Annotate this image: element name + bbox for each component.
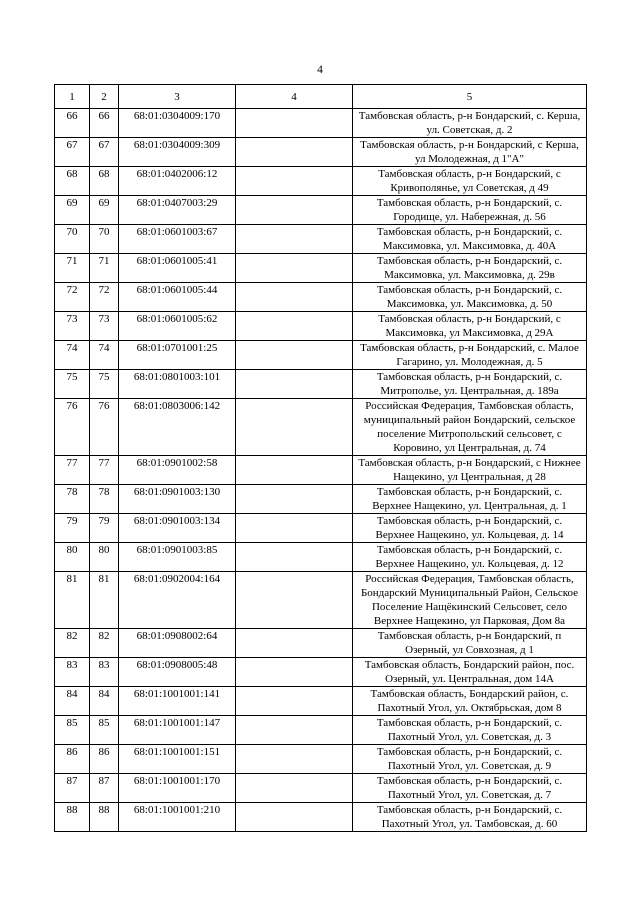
address-line: Тамбовская область, р-н Бондарский, с. (376, 284, 563, 296)
item-number-cell: 80 (90, 543, 119, 572)
cadastral-number-cell: 68:01:0601005:62 (119, 312, 236, 341)
row-number-cell: 68 (55, 167, 90, 196)
table-row (55, 138, 587, 167)
item-number-cell: 79 (90, 514, 119, 543)
row-number-cell: 85 (55, 716, 90, 745)
item-number-cell: 76 (90, 399, 119, 456)
address-cell (353, 774, 587, 803)
address-line: Тамбовская область, р-н Бондарский, с. (376, 746, 563, 758)
address-line: Верхнее Нащекино, ул Парковая, Дом 8а (373, 615, 566, 627)
cadastral-number-cell: 68:01:0908002:64 (119, 629, 236, 658)
table-row (55, 485, 587, 514)
cadastral-number-cell: 68:01:1001001:210 (119, 803, 236, 832)
address-cell (353, 687, 587, 716)
table-row (55, 225, 587, 254)
row-number-cell: 72 (55, 283, 90, 312)
empty-cell (236, 629, 353, 658)
item-number-cell: 83 (90, 658, 119, 687)
address-line: Пахотный Угол, ул. Советская, д. 7 (387, 789, 552, 801)
cadastral-number-cell: 68:01:1001001:147 (119, 716, 236, 745)
address-line: Пахотный Угол, ул. Тамбовская, д. 60 (381, 818, 558, 830)
address-cell (353, 109, 587, 138)
address-cell (353, 716, 587, 745)
empty-cell (236, 370, 353, 399)
empty-cell (236, 774, 353, 803)
item-number-cell: 70 (90, 225, 119, 254)
empty-cell (236, 341, 353, 370)
address-cell (353, 167, 587, 196)
empty-cell (236, 456, 353, 485)
address-line: Коровино, ул Центральная, д. 74 (393, 442, 546, 454)
address-line: Тамбовская область, р-н Бондарский, с Нижнее (358, 457, 581, 469)
cadastral-number-cell: 68:01:0803006:142 (119, 399, 236, 456)
empty-cell (236, 254, 353, 283)
address-cell (353, 225, 587, 254)
address-cell (353, 370, 587, 399)
item-number-cell: 82 (90, 629, 119, 658)
address-line: Пахотный Угол, ул. Советская, д. 3 (387, 731, 552, 743)
table-row (55, 341, 587, 370)
cadastral-number-cell: 68:01:1001001:170 (119, 774, 236, 803)
item-number-cell: 73 (90, 312, 119, 341)
cadastral-number-cell: 68:01:0901003:85 (119, 543, 236, 572)
empty-cell (236, 312, 353, 341)
table-row (55, 803, 587, 832)
row-number-cell: 77 (55, 456, 90, 485)
cadastral-number-cell: 68:01:0901003:134 (119, 514, 236, 543)
address-cell (353, 138, 587, 167)
row-number-cell: 74 (55, 341, 90, 370)
table-row (55, 254, 587, 283)
address-line: Тамбовская область, р-н Бондарский, с. Малое (360, 342, 579, 354)
table-row (55, 774, 587, 803)
table-row (55, 543, 587, 572)
address-cell (353, 283, 587, 312)
row-number-cell: 69 (55, 196, 90, 225)
address-line: Верхнее Нащекино, ул. Центральная, д. 1 (372, 500, 567, 512)
empty-cell (236, 543, 353, 572)
row-number-cell: 82 (55, 629, 90, 658)
item-number-cell: 81 (90, 572, 119, 629)
cadastral-number-cell: 68:01:0601005:44 (119, 283, 236, 312)
address-line: Пахотный Угол, ул. Советская, д. 9 (387, 760, 552, 772)
table-row (55, 456, 587, 485)
address-cell (353, 629, 587, 658)
address-cell (353, 658, 587, 687)
row-number-cell: 80 (55, 543, 90, 572)
cadastral-number-cell: 68:01:0402006:12 (119, 167, 236, 196)
table-row (55, 167, 587, 196)
empty-cell (236, 572, 353, 629)
address-line: Верхнее Нащекино, ул. Кольцевая, д. 14 (375, 529, 564, 541)
table-row (55, 109, 587, 138)
column-header: 4 (236, 85, 353, 109)
item-number-cell: 88 (90, 803, 119, 832)
empty-cell (236, 167, 353, 196)
address-cell (353, 543, 587, 572)
empty-cell (236, 745, 353, 774)
address-line: Тамбовская область, р-н Бондарский, с. (376, 544, 563, 556)
table-row (55, 572, 587, 629)
cadastral-number-cell: 68:01:0701001:25 (119, 341, 236, 370)
empty-cell (236, 514, 353, 543)
address-line: Тамбовская область, р-н Бондарский, с. (376, 804, 563, 816)
property-table (54, 84, 587, 832)
row-number-cell: 70 (55, 225, 90, 254)
table-row (55, 745, 587, 774)
item-number-cell: 86 (90, 745, 119, 774)
address-line: Тамбовская область, р-н Бондарский, с. (376, 197, 563, 209)
address-line: Озерный, ул Совхозная, д 1 (405, 644, 534, 656)
address-line: Тамбовская область, р-н Бондарский, с. Керша, (358, 110, 581, 122)
address-line: Тамбовская область, Бондарский район, пос. (364, 659, 575, 671)
table-row (55, 658, 587, 687)
cadastral-number-cell: 68:01:1001001:151 (119, 745, 236, 774)
address-line: Пахотный Угол, ул. Октябрьская, дом 8 (377, 702, 562, 714)
row-number-cell: 71 (55, 254, 90, 283)
cadastral-number-cell: 68:01:0801003:101 (119, 370, 236, 399)
address-line: Тамбовская область, р-н Бондарский, с. (376, 775, 563, 787)
item-number-cell: 78 (90, 485, 119, 514)
item-number-cell: 87 (90, 774, 119, 803)
table-row (55, 629, 587, 658)
address-line: Тамбовская область, р-н Бондарский, с. (376, 717, 563, 729)
address-line: Тамбовская область, Бондарский район, с. (370, 688, 569, 700)
empty-cell (236, 687, 353, 716)
empty-cell (236, 196, 353, 225)
address-line: Кривополянье, ул Советская, д 49 (390, 182, 549, 194)
address-cell (353, 572, 587, 629)
address-line: Озерный, ул. Центральная, дом 14А (385, 673, 554, 685)
table-row (55, 312, 587, 341)
table-row (55, 687, 587, 716)
empty-cell (236, 399, 353, 456)
empty-cell (236, 283, 353, 312)
row-number-cell: 79 (55, 514, 90, 543)
row-number-cell: 83 (55, 658, 90, 687)
column-header: 3 (119, 85, 236, 109)
address-line: ул Молодежная, д 1"А" (415, 153, 524, 165)
row-number-cell: 67 (55, 138, 90, 167)
address-line: ул. Советская, д. 2 (426, 124, 513, 136)
address-line: Тамбовская область, р-н Бондарский, с (378, 313, 561, 325)
item-number-cell: 84 (90, 687, 119, 716)
row-number-cell: 81 (55, 572, 90, 629)
row-number-cell: 78 (55, 485, 90, 514)
address-line: Максимовка, ул Максимовка, д 29А (385, 327, 554, 339)
address-cell (353, 341, 587, 370)
table-body (55, 109, 587, 832)
cadastral-number-cell: 68:01:1001001:141 (119, 687, 236, 716)
row-number-cell: 73 (55, 312, 90, 341)
table-row (55, 196, 587, 225)
address-cell (353, 485, 587, 514)
address-line: поселение Митропольский сельсовет, с (377, 428, 562, 440)
empty-cell (236, 658, 353, 687)
cadastral-number-cell: 68:01:0304009:309 (119, 138, 236, 167)
row-number-cell: 86 (55, 745, 90, 774)
address-line: Митрополье, ул. Центральная, д. 189а (380, 385, 559, 397)
empty-cell (236, 716, 353, 745)
table-row (55, 283, 587, 312)
address-line: Гагарино, ул. Молодежная, д. 5 (396, 356, 543, 368)
address-line: Российская Федерация, Тамбовская область, (365, 573, 574, 585)
item-number-cell: 75 (90, 370, 119, 399)
item-number-cell: 69 (90, 196, 119, 225)
row-number-cell: 88 (55, 803, 90, 832)
address-line: муниципальный район Бондарский, сельское (363, 414, 576, 426)
address-cell (353, 456, 587, 485)
item-number-cell: 66 (90, 109, 119, 138)
table-row (55, 370, 587, 399)
empty-cell (236, 138, 353, 167)
cadastral-number-cell: 68:01:0407003:29 (119, 196, 236, 225)
address-cell (353, 399, 587, 456)
page-number: 4 (317, 64, 323, 76)
address-line: Максимовка, ул. Максимовка, д. 40А (382, 240, 557, 252)
address-line: Тамбовская область, р-н Бондарский, п (377, 630, 562, 642)
item-number-cell: 67 (90, 138, 119, 167)
cadastral-number-cell: 68:01:0901003:130 (119, 485, 236, 514)
row-number-cell: 76 (55, 399, 90, 456)
row-number-cell: 87 (55, 774, 90, 803)
address-cell (353, 312, 587, 341)
address-line: Бондарский Муниципальный Район, Сельское (360, 587, 579, 599)
address-line: Тамбовская область, р-н Бондарский, с. (376, 226, 563, 238)
address-line: Тамбовская область, р-н Бондарский, с. (376, 486, 563, 498)
address-line: Тамбовская область, р-н Бондарский, с. (376, 255, 563, 267)
item-number-cell: 71 (90, 254, 119, 283)
address-line: Тамбовская область, р-н Бондарский, с. (376, 371, 563, 383)
table-row (55, 514, 587, 543)
address-cell (353, 514, 587, 543)
column-header: 2 (90, 85, 119, 109)
cadastral-number-cell: 68:01:0601003:67 (119, 225, 236, 254)
address-line: Тамбовская область, р-н Бондарский, с Керша, (360, 139, 579, 151)
item-number-cell: 85 (90, 716, 119, 745)
address-line: Максимовка, ул. Максимовка, д. 50 (386, 298, 553, 310)
item-number-cell: 74 (90, 341, 119, 370)
address-line: Нащекино, ул Центральная, д 28 (393, 471, 546, 483)
address-cell (353, 803, 587, 832)
row-number-cell: 75 (55, 370, 90, 399)
item-number-cell: 77 (90, 456, 119, 485)
address-line: Городище, ул. Набережная, д. 56 (393, 211, 546, 223)
address-line: Максимовка, ул. Максимовка, д. 29в (384, 269, 555, 281)
empty-cell (236, 225, 353, 254)
item-number-cell: 68 (90, 167, 119, 196)
address-cell (353, 254, 587, 283)
item-number-cell: 72 (90, 283, 119, 312)
address-line: Верхнее Нащекино, ул. Кольцевая, д. 12 (375, 558, 564, 570)
row-number-cell: 66 (55, 109, 90, 138)
address-cell (353, 196, 587, 225)
empty-cell (236, 485, 353, 514)
address-line: Российская Федерация, Тамбовская область, (365, 400, 574, 412)
address-cell (353, 745, 587, 774)
address-line: Поселение Нащёкинский Сельсовет, село (371, 601, 568, 613)
cadastral-number-cell: 68:01:0908005:48 (119, 658, 236, 687)
row-number-cell: 84 (55, 687, 90, 716)
column-header: 5 (353, 85, 587, 109)
cadastral-number-cell: 68:01:0601005:41 (119, 254, 236, 283)
cadastral-number-cell: 68:01:0901002:58 (119, 456, 236, 485)
address-line: Тамбовская область, р-н Бондарский, с. (376, 515, 563, 527)
table-row (55, 716, 587, 745)
cadastral-number-cell: 68:01:0304009:170 (119, 109, 236, 138)
table-header-row (55, 85, 587, 109)
empty-cell (236, 803, 353, 832)
cadastral-number-cell: 68:01:0902004:164 (119, 572, 236, 629)
table-row (55, 399, 587, 456)
column-header: 1 (55, 85, 90, 109)
address-line: Тамбовская область, р-н Бондарский, с (378, 168, 561, 180)
empty-cell (236, 109, 353, 138)
